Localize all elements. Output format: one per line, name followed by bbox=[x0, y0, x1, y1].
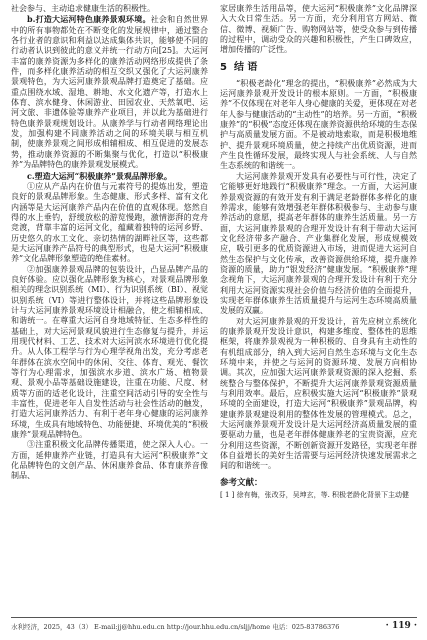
continued-paragraph: 家居康养生活用品等，使大运河“积极康养”文化品牌深入大众日常生活。另一方面，充分利用官方网站、微信、微博、视频广告、购物网站等，使受众参与到传播的过程中，调动受众的兴趣和积极性，产生口碑效应，增加传播的广泛性。 bbox=[220, 4, 417, 55]
subsection-b-label: b. bbox=[27, 14, 36, 25]
reference-item: [ 1 ] 徐有梅，张改芬，吴坤玄，等. 积极老龄化背景下主动健 bbox=[220, 491, 410, 500]
section-heading bbox=[220, 62, 417, 74]
subsection-b-paragraph bbox=[11, 14, 208, 170]
page-number: · 119 · bbox=[385, 621, 417, 631]
conclusion-paragraph-3: 对大运河康养景观的开发设计，首先应树立系统化的康养景观开发设计意识，构建多维度、整体性的思维框架，将康养景观视为一种积极的、自身具有主动性的有机组成部分，纳入到大运河自然生态环境与文化生态环境中来，并使之与运河的资源环境、发展方向相协调。其次，应加强大运河康养景观资源的深入挖掘、系统整合与整体保护，不断提升大运河康养景观资源质量与利用效率。最后，应积极实施大运河“积极康养”景观环境的全面建设，打造大运河“积极康养”景观品牌，构建康养景观建设利用的整体性发展的管理模式。总之，大运河康养景观开发设计是大运河经济高质量发展的重要驱动力量，也是老年群体健康养老的宝贵资源，应充分利用这些资源，不断创新资源开发路径，实现老年群体自益增长的美好生活需要与运河经济快速发展需求之间的和谐统一。 bbox=[220, 316, 417, 471]
subsection-c-point-2: ②加强康养景观品牌的包装设计，凸显品牌产品的良好体验。应以强化品牌形象为核心，对景观品牌形象相关的理念识别系统（MI）、行为识别系统（BI）、视觉识别系统（VI）等进行整体设计，并将这些品牌形象设计与大运河康养景观环境设计相融合，使之相辅相成、和谐统一。在尊重大运河自身地域特征、生态多样性的基础上，对大运河景观风貌进行生态修复与提升，并运用现代材料、工艺、技术对大运河滨水环境进行优化提升。从人体工程学与行为心理学视角出发，充分考虑老年群体在滨水空间中的休闲、交往、体育、观光、餐饮等行为心理需求，加强滨水步道、滨水广场、植物景观、景观小品等基础设施建设，注重在功能、尺度、材质等方面的适老化设计，注重空间活动引导的安全性与丰富性，促进老年人自发性活动与社会性活动的触发，打造大运河康养活力、有利于老年身心健康的运河康养环境，生成具有地域特色、功能便捷、环境优美的“积极康养”景观品牌特色。 bbox=[11, 264, 208, 440]
subsection-c-point-1: ①应从产品内在价值与元素符号的提炼出发，塑造良好的景观品牌形象。生态健康、形式多样、富有文化内涵等是大运河康养产品内在价值的直观体现。悠然自得的水上垂钓，舒缓放松的游览慢跑，激情澎湃的竞舟竞渡，背靠丰富的运河文化，蕴藏着独特的运河乡野、历史悠久的水工文化、亲切热情的湖畔社区等，这些都是大运河康养产品符号的典型形式，也是大运河“积极康养”文化品牌形象塑造的绝佳素材。 bbox=[11, 181, 208, 264]
footer-divider bbox=[11, 617, 417, 618]
subsection-b-title: 打造大运河特色康养景观环境。 bbox=[35, 14, 151, 25]
subsection-c-label: c. bbox=[27, 170, 35, 181]
subsection-b-body: 社会和自然世界中的所有事物都处在不断变化的发展规律中，通过整合各行业者的意识和利益以达成集体共识，能够使不同的行动者认识到彼此的意义并统一行动方向[25]。大运河丰富的康养资源为多样化的康养活动网络形成提供了条件，而多样化康养活动的相互交织又强化了大运河康养景观特色，为大运河康养景观品牌打造奠定了基础。应重点围绕水域、湿地、耕地、水文化遗产等，打造水上体育、滨水健身、休闲游业、田园农业、天然氧吧、运河文旅、非遗体验等康养产业项目，并以此为基础进行特色康养景观规划设计。从康养学与行动者网络理论出发，加强构建不同康养活动之间的环境关联与相互机制，使康养景观之间形成相辅相成、相互促进的发展态势，推动康养资源的不断集聚与优化，打造以“积极康养”为品牌特色的康养景观发展模式。 bbox=[11, 15, 208, 170]
subsection-c-title: 塑造大运河“积极康养”景观品牌形象。 bbox=[34, 170, 172, 181]
section-number: 5 bbox=[220, 61, 227, 73]
references-title: 参考文献： bbox=[220, 477, 263, 488]
journal-info: 水利经济，2025，43（3） E-mail:jj@hhu.edu.cn http://jour.hhu.edu.cn/sljj/home 电话：025-83786376 bbox=[11, 623, 340, 631]
page-footer bbox=[11, 621, 417, 633]
right-column bbox=[220, 4, 417, 612]
subsection-c-heading bbox=[11, 171, 208, 182]
subsection-c-point-3: ③注重积极文化品牌传播渠道，使之深入人心。一方面，延伸康养产业链，打造具有大运河“积极康养”文化品牌特色的文创产品、休闲康养食品、体育康养音像制品、 bbox=[11, 440, 208, 481]
left-column bbox=[11, 4, 208, 612]
conclusion-paragraph-1: “积极老龄化”理念的提出，“积极康养”必然成为大运河康养景观开发设计的根本原则。一方面，“积极康养”不仅体现在对老年人身心健康的关爱，更体现在对老年人参与健康活动的“主动性”的培养。另一方面，“积极康养”的“积极”态度还体现在康养资源供给环境的生态保护与高质量发展方面。不是被动地索取，而是积极地维护、提升景观环境质量，使之持续产出优质资源，进而产生良性循环发展，最终实现人与社会系统、人与自然生态系统的和谐统一。 bbox=[220, 78, 417, 171]
section-title: 结 语 bbox=[233, 61, 258, 73]
conclusion-paragraph-2: 大运河康养景观开发具有必要性与可行性，决定了它能够更好地践行“积极康养”理念。一方面，大运河康养景观资源的有效开发有利于满足老龄群体多样化的康养需求，能够有效增强老年群体积极参与、主动参与康养活动的意愿，提高老年群体的康养生活质量。另一方面，大运河康养景观的合理开发设计有利于带动大运河文化经济带多产融合、产业集群化发展，形成规模效应，吸引更多的优质资源进入市场，进而促进大运河自然生态保护与文化传承，改善资源供给环境，提升康养资源的质量，助力“银发经济”健康发展。“积极康养”理念视角下，大运河康养景观的合理开发设计有利于充分利用大运河资源实现社会价值与经济价值的全面提升，实现老年群体康养生活质量提升与运河生态环境高质量发展的双赢。 bbox=[220, 171, 417, 316]
intro-paragraph: 社会参与、主动追求健康生活的积极性。 bbox=[11, 4, 155, 13]
